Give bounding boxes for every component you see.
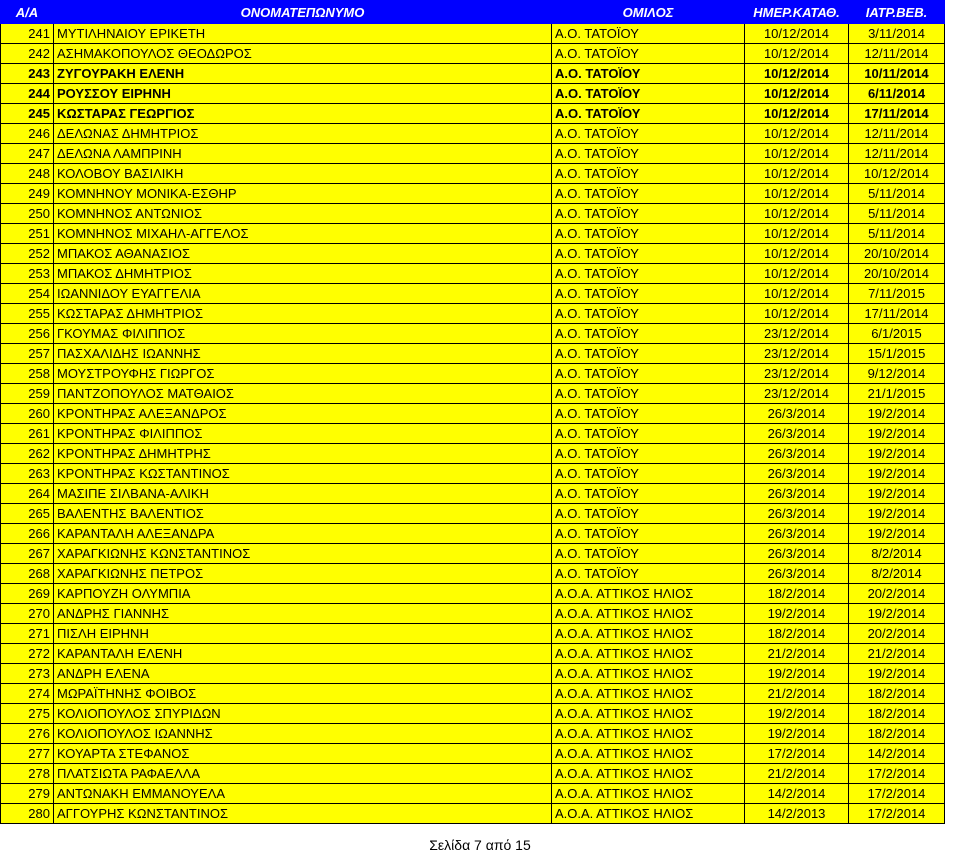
table-row: [1, 504, 945, 524]
club-name: Α.Ο. ΤΑΤΟΪΟΥ: [552, 504, 745, 524]
row-number: 262: [1, 444, 54, 464]
medical-cert-date: 12/11/2014: [849, 124, 945, 144]
club-name: Α.Ο. ΤΑΤΟΪΟΥ: [552, 424, 745, 444]
table-row: [1, 384, 945, 404]
column-header-reg-date: ΗΜΕΡ.ΚΑΤΑΘ.: [745, 1, 849, 24]
registration-date: 26/3/2014: [745, 404, 849, 424]
club-name: Α.Ο.Α. ΑΤΤΙΚΟΣ ΗΛΙΟΣ: [552, 664, 745, 684]
registration-date: 26/3/2014: [745, 424, 849, 444]
row-number: 268: [1, 564, 54, 584]
registration-date: 21/2/2014: [745, 764, 849, 784]
athlete-name: ΚΡΟΝΤΗΡΑΣ ΑΛΕΞΑΝΔΡΟΣ: [54, 404, 552, 424]
registration-date: 21/2/2014: [745, 684, 849, 704]
club-name: Α.Ο. ΤΑΤΟΪΟΥ: [552, 64, 745, 84]
medical-cert-date: 19/2/2014: [849, 404, 945, 424]
registration-date: 10/12/2014: [745, 204, 849, 224]
medical-cert-date: 17/2/2014: [849, 784, 945, 804]
athlete-name: ΚΑΡΑΝΤΑΛΗ ΕΛΕΝΗ: [54, 644, 552, 664]
registration-date: 14/2/2014: [745, 784, 849, 804]
athlete-name: ΙΩΑΝΝΙΔΟΥ ΕΥΑΓΓΕΛΙΑ: [54, 284, 552, 304]
medical-cert-date: 21/2/2014: [849, 644, 945, 664]
header-row: [1, 1, 945, 24]
medical-cert-date: 19/2/2014: [849, 504, 945, 524]
table-row: [1, 144, 945, 164]
table-row: [1, 664, 945, 684]
athlete-name: ΜΠΑΚΟΣ ΔΗΜΗΤΡΙΟΣ: [54, 264, 552, 284]
club-name: Α.Ο. ΤΑΤΟΪΟΥ: [552, 104, 745, 124]
table-row: [1, 244, 945, 264]
table-row: [1, 584, 945, 604]
club-name: Α.Ο. ΤΑΤΟΪΟΥ: [552, 44, 745, 64]
medical-cert-date: 6/11/2014: [849, 84, 945, 104]
table-row: [1, 224, 945, 244]
row-number: 256: [1, 324, 54, 344]
row-number: 276: [1, 724, 54, 744]
table-row: [1, 204, 945, 224]
column-header-aa: Α/Α: [1, 1, 54, 24]
athlete-name: ΑΝΤΩΝΑΚΗ ΕΜΜΑΝΟΥΕΛΑ: [54, 784, 552, 804]
athlete-name: ΔΕΛΩΝΑΣ ΔΗΜΗΤΡΙΟΣ: [54, 124, 552, 144]
athlete-name: ΠΑΣΧΑΛΙΔΗΣ ΙΩΑΝΝΗΣ: [54, 344, 552, 364]
table-row: [1, 704, 945, 724]
medical-cert-date: 21/1/2015: [849, 384, 945, 404]
table-row: [1, 784, 945, 804]
table-row: [1, 24, 945, 44]
registration-date: 23/12/2014: [745, 324, 849, 344]
medical-cert-date: 5/11/2014: [849, 204, 945, 224]
athlete-name: ΚΟΛΙΟΠΟΥΛΟΣ ΣΠΥΡΙΔΩΝ: [54, 704, 552, 724]
registration-date: 10/12/2014: [745, 84, 849, 104]
row-number: 267: [1, 544, 54, 564]
registration-date: 10/12/2014: [745, 304, 849, 324]
registration-date: 23/12/2014: [745, 344, 849, 364]
club-name: Α.Ο. ΤΑΤΟΪΟΥ: [552, 544, 745, 564]
table-row: [1, 744, 945, 764]
table-header: [1, 1, 945, 24]
medical-cert-date: 12/11/2014: [849, 44, 945, 64]
athlete-name: ΚΟΛΙΟΠΟΥΛΟΣ ΙΩΑΝΝΗΣ: [54, 724, 552, 744]
medical-cert-date: 12/11/2014: [849, 144, 945, 164]
row-number: 253: [1, 264, 54, 284]
registration-date: 19/2/2014: [745, 604, 849, 624]
row-number: 270: [1, 604, 54, 624]
club-name: Α.Ο. ΤΑΤΟΪΟΥ: [552, 384, 745, 404]
registration-date: 18/2/2014: [745, 584, 849, 604]
club-name: Α.Ο. ΤΑΤΟΪΟΥ: [552, 224, 745, 244]
registration-date: 10/12/2014: [745, 264, 849, 284]
medical-cert-date: 17/2/2014: [849, 804, 945, 824]
registration-date: 10/12/2014: [745, 144, 849, 164]
row-number: 265: [1, 504, 54, 524]
club-name: Α.Ο. ΤΑΤΟΪΟΥ: [552, 244, 745, 264]
medical-cert-date: 3/11/2014: [849, 24, 945, 44]
row-number: 249: [1, 184, 54, 204]
table-row: [1, 724, 945, 744]
registration-date: 19/2/2014: [745, 664, 849, 684]
page-number: Σελίδα 7 από 15: [429, 837, 531, 853]
club-name: Α.Ο. ΤΑΤΟΪΟΥ: [552, 444, 745, 464]
column-header-club: ΟΜΙΛΟΣ: [552, 1, 745, 24]
table-row: [1, 604, 945, 624]
table-row: [1, 444, 945, 464]
registration-date: 10/12/2014: [745, 224, 849, 244]
medical-cert-date: 14/2/2014: [849, 744, 945, 764]
registration-date: 26/3/2014: [745, 544, 849, 564]
row-number: 255: [1, 304, 54, 324]
registration-date: 17/2/2014: [745, 744, 849, 764]
athlete-name: ΠΙΣΛΗ ΕΙΡΗΝΗ: [54, 624, 552, 644]
medical-cert-date: 17/2/2014: [849, 764, 945, 784]
athlete-name: ΑΓΓΟΥΡΗΣ ΚΩΝΣΤΑΝΤΙΝΟΣ: [54, 804, 552, 824]
club-name: Α.Ο. ΤΑΤΟΪΟΥ: [552, 404, 745, 424]
registration-date: 21/2/2014: [745, 644, 849, 664]
athlete-name: ΚΩΣΤΑΡΑΣ ΓΕΩΡΓΙΟΣ: [54, 104, 552, 124]
athlete-name: ΑΝΔΡΗΣ ΓΙΑΝΝΗΣ: [54, 604, 552, 624]
athlete-name: ΧΑΡΑΓΚΙΩΝΗΣ ΠΕΤΡΟΣ: [54, 564, 552, 584]
row-number: 274: [1, 684, 54, 704]
row-number: 263: [1, 464, 54, 484]
table-row: [1, 424, 945, 444]
athlete-name: ΡΟΥΣΣΟΥ ΕΙΡΗΝΗ: [54, 84, 552, 104]
athlete-name: ΜΑΣΙΠΕ ΣΙΛΒΑΝΑ-ΑΛΙΚΗ: [54, 484, 552, 504]
medical-cert-date: 7/11/2015: [849, 284, 945, 304]
registration-date: 10/12/2014: [745, 184, 849, 204]
row-number: 254: [1, 284, 54, 304]
club-name: Α.Ο. ΤΑΤΟΪΟΥ: [552, 124, 745, 144]
table-row: [1, 124, 945, 144]
athlete-name: ΜΠΑΚΟΣ ΑΘΑΝΑΣΙΟΣ: [54, 244, 552, 264]
club-name: Α.Ο.Α. ΑΤΤΙΚΟΣ ΗΛΙΟΣ: [552, 644, 745, 664]
club-name: Α.Ο.Α. ΑΤΤΙΚΟΣ ΗΛΙΟΣ: [552, 784, 745, 804]
medical-cert-date: 8/2/2014: [849, 564, 945, 584]
athlete-name: ΠΑΝΤΖΟΠΟΥΛΟΣ ΜΑΤΘΑΙΟΣ: [54, 384, 552, 404]
athlete-name: ΚΩΣΤΑΡΑΣ ΔΗΜΗΤΡΙΟΣ: [54, 304, 552, 324]
club-name: Α.Ο. ΤΑΤΟΪΟΥ: [552, 84, 745, 104]
row-number: 266: [1, 524, 54, 544]
club-name: Α.Ο.Α. ΑΤΤΙΚΟΣ ΗΛΙΟΣ: [552, 704, 745, 724]
medical-cert-date: 18/2/2014: [849, 724, 945, 744]
athlete-name: ΚΡΟΝΤΗΡΑΣ ΚΩΣΤΑΝΤΙΝΟΣ: [54, 464, 552, 484]
row-number: 273: [1, 664, 54, 684]
table-row: [1, 404, 945, 424]
athlete-name: ΖΥΓΟΥΡΑΚΗ ΕΛΕΝΗ: [54, 64, 552, 84]
athlete-name: ΚΑΡΑΝΤΑΛΗ ΑΛΕΞΑΝΔΡΑ: [54, 524, 552, 544]
athlete-name: ΓΚΟΥΜΑΣ ΦΙΛΙΠΠΟΣ: [54, 324, 552, 344]
club-name: Α.Ο. ΤΑΤΟΪΟΥ: [552, 144, 745, 164]
club-name: Α.Ο. ΤΑΤΟΪΟΥ: [552, 304, 745, 324]
row-number: 272: [1, 644, 54, 664]
athlete-name: ΚΟΜΝΗΝΟΣ ΜΙΧΑΗΛ-ΑΓΓΕΛΟΣ: [54, 224, 552, 244]
club-name: Α.Ο.Α. ΑΤΤΙΚΟΣ ΗΛΙΟΣ: [552, 724, 745, 744]
athlete-name: ΚΡΟΝΤΗΡΑΣ ΔΗΜΗΤΡΗΣ: [54, 444, 552, 464]
table-row: [1, 264, 945, 284]
registration-date: 23/12/2014: [745, 364, 849, 384]
registration-date: 26/3/2014: [745, 504, 849, 524]
club-name: Α.Ο. ΤΑΤΟΪΟΥ: [552, 484, 745, 504]
row-number: 242: [1, 44, 54, 64]
medical-cert-date: 9/12/2014: [849, 364, 945, 384]
medical-cert-date: 20/10/2014: [849, 244, 945, 264]
row-number: 251: [1, 224, 54, 244]
registration-date: 26/3/2014: [745, 464, 849, 484]
row-number: 245: [1, 104, 54, 124]
registration-date: 10/12/2014: [745, 244, 849, 264]
row-number: 247: [1, 144, 54, 164]
row-number: 269: [1, 584, 54, 604]
table-row: [1, 624, 945, 644]
medical-cert-date: 19/2/2014: [849, 524, 945, 544]
medical-cert-date: 6/1/2015: [849, 324, 945, 344]
table-row: [1, 464, 945, 484]
club-name: Α.Ο. ΤΑΤΟΪΟΥ: [552, 524, 745, 544]
athlete-name: ΜΩΡΑΪΤΗΝΗΣ ΦΟΙΒΟΣ: [54, 684, 552, 704]
registration-date: 26/3/2014: [745, 564, 849, 584]
athlete-name: ΜΥΤΙΛΗΝΑΙΟΥ ΕΡΙΚΕΤΗ: [54, 24, 552, 44]
row-number: 264: [1, 484, 54, 504]
medical-cert-date: 20/2/2014: [849, 624, 945, 644]
table-row: [1, 764, 945, 784]
row-number: 246: [1, 124, 54, 144]
club-name: Α.Ο.Α. ΑΤΤΙΚΟΣ ΗΛΙΟΣ: [552, 584, 745, 604]
medical-cert-date: 17/11/2014: [849, 304, 945, 324]
row-number: 241: [1, 24, 54, 44]
medical-cert-date: 18/2/2014: [849, 704, 945, 724]
club-name: Α.Ο.Α. ΑΤΤΙΚΟΣ ΗΛΙΟΣ: [552, 624, 745, 644]
table-row: [1, 284, 945, 304]
table-body: [1, 24, 945, 824]
registration-date: 14/2/2013: [745, 804, 849, 824]
registration-date: 18/2/2014: [745, 624, 849, 644]
medical-cert-date: 5/11/2014: [849, 184, 945, 204]
club-name: Α.Ο. ΤΑΤΟΪΟΥ: [552, 184, 745, 204]
athlete-name: ΚΑΡΠΟΥΖΗ ΟΛΥΜΠΙΑ: [54, 584, 552, 604]
registration-date: 19/2/2014: [745, 704, 849, 724]
row-number: 258: [1, 364, 54, 384]
table-row: [1, 364, 945, 384]
table-row: [1, 684, 945, 704]
club-name: Α.Ο. ΤΑΤΟΪΟΥ: [552, 24, 745, 44]
club-name: Α.Ο. ΤΑΤΟΪΟΥ: [552, 164, 745, 184]
row-number: 250: [1, 204, 54, 224]
row-number: 277: [1, 744, 54, 764]
table-row: [1, 804, 945, 824]
table-row: [1, 344, 945, 364]
medical-cert-date: 19/2/2014: [849, 464, 945, 484]
row-number: 248: [1, 164, 54, 184]
club-name: Α.Ο.Α. ΑΤΤΙΚΟΣ ΗΛΙΟΣ: [552, 764, 745, 784]
registration-date: 10/12/2014: [745, 44, 849, 64]
club-name: Α.Ο. ΤΑΤΟΪΟΥ: [552, 324, 745, 344]
table-row: [1, 484, 945, 504]
athlete-name: ΚΟΜΝΗΝΟΥ ΜΟΝΙΚΑ-ΕΣΘΗΡ: [54, 184, 552, 204]
row-number: 271: [1, 624, 54, 644]
medical-cert-date: 19/2/2014: [849, 444, 945, 464]
athlete-name: ΔΕΛΩΝΑ ΛΑΜΠΡΙΝΗ: [54, 144, 552, 164]
medical-cert-date: 8/2/2014: [849, 544, 945, 564]
table-row: [1, 644, 945, 664]
medical-cert-date: 17/11/2014: [849, 104, 945, 124]
table-row: [1, 184, 945, 204]
club-name: Α.Ο. ΤΑΤΟΪΟΥ: [552, 464, 745, 484]
medical-cert-date: 19/2/2014: [849, 424, 945, 444]
athlete-name: ΑΝΔΡΗ ΕΛΕΝΑ: [54, 664, 552, 684]
row-number: 244: [1, 84, 54, 104]
table-row: [1, 44, 945, 64]
registration-date: 26/3/2014: [745, 444, 849, 464]
registration-date: 10/12/2014: [745, 124, 849, 144]
medical-cert-date: 20/2/2014: [849, 584, 945, 604]
medical-cert-date: 19/2/2014: [849, 604, 945, 624]
athlete-name: ΒΑΛΕΝΤΗΣ ΒΑΛΕΝΤΙΟΣ: [54, 504, 552, 524]
athlete-name: ΧΑΡΑΓΚΙΩΝΗΣ ΚΩΝΣΤΑΝΤΙΝΟΣ: [54, 544, 552, 564]
table-row: [1, 304, 945, 324]
club-name: Α.Ο. ΤΑΤΟΪΟΥ: [552, 564, 745, 584]
medical-cert-date: 10/11/2014: [849, 64, 945, 84]
column-header-name: ΟΝΟΜΑΤΕΠΩΝΥΜΟ: [54, 1, 552, 24]
club-name: Α.Ο.Α. ΑΤΤΙΚΟΣ ΗΛΙΟΣ: [552, 684, 745, 704]
row-number: 261: [1, 424, 54, 444]
table-row: [1, 544, 945, 564]
table-row: [1, 524, 945, 544]
club-name: Α.Ο. ΤΑΤΟΪΟΥ: [552, 204, 745, 224]
medical-cert-date: 10/12/2014: [849, 164, 945, 184]
table-row: [1, 564, 945, 584]
row-number: 260: [1, 404, 54, 424]
athlete-name: ΜΟΥΣΤΡΟΥΦΗΣ ΓΙΩΡΓΟΣ: [54, 364, 552, 384]
row-number: 280: [1, 804, 54, 824]
registration-date: 10/12/2014: [745, 104, 849, 124]
registration-date: 10/12/2014: [745, 24, 849, 44]
registration-date: 10/12/2014: [745, 64, 849, 84]
row-number: 279: [1, 784, 54, 804]
registration-date: 10/12/2014: [745, 164, 849, 184]
club-name: Α.Ο.Α. ΑΤΤΙΚΟΣ ΗΛΙΟΣ: [552, 744, 745, 764]
athlete-name: ΚΟΜΝΗΝΟΣ ΑΝΤΩΝΙΟΣ: [54, 204, 552, 224]
row-number: 259: [1, 384, 54, 404]
registration-date: 26/3/2014: [745, 484, 849, 504]
athlete-name: ΠΛΑΤΣΙΩΤΑ ΡΑΦΑΕΛΛΑ: [54, 764, 552, 784]
medical-cert-date: 18/2/2014: [849, 684, 945, 704]
table-row: [1, 104, 945, 124]
column-header-med-cert: ΙΑΤΡ.ΒΕΒ.: [849, 1, 945, 24]
club-name: Α.Ο. ΤΑΤΟΪΟΥ: [552, 264, 745, 284]
registration-date: 23/12/2014: [745, 384, 849, 404]
row-number: 275: [1, 704, 54, 724]
table-row: [1, 324, 945, 344]
medical-cert-date: 19/2/2014: [849, 664, 945, 684]
medical-cert-date: 20/10/2014: [849, 264, 945, 284]
medical-cert-date: 15/1/2015: [849, 344, 945, 364]
row-number: 257: [1, 344, 54, 364]
table-row: [1, 84, 945, 104]
athlete-name: ΚΟΛΟΒΟΥ ΒΑΣΙΛΙΚΗ: [54, 164, 552, 184]
row-number: 278: [1, 764, 54, 784]
athlete-name: ΑΣΗΜΑΚΟΠΟΥΛΟΣ ΘΕΟΔΩΡΟΣ: [54, 44, 552, 64]
club-name: Α.Ο. ΤΑΤΟΪΟΥ: [552, 364, 745, 384]
club-name: Α.Ο. ΤΑΤΟΪΟΥ: [552, 284, 745, 304]
registration-date: 19/2/2014: [745, 724, 849, 744]
club-name: Α.Ο.Α. ΑΤΤΙΚΟΣ ΗΛΙΟΣ: [552, 604, 745, 624]
athlete-name: ΚΟΥΑΡΤΑ ΣΤΕΦΑΝΟΣ: [54, 744, 552, 764]
table-row: [1, 164, 945, 184]
club-name: Α.Ο.Α. ΑΤΤΙΚΟΣ ΗΛΙΟΣ: [552, 804, 745, 824]
athlete-name: ΚΡΟΝΤΗΡΑΣ ΦΙΛΙΠΠΟΣ: [54, 424, 552, 444]
medical-cert-date: 19/2/2014: [849, 484, 945, 504]
medical-cert-date: 5/11/2014: [849, 224, 945, 244]
row-number: 243: [1, 64, 54, 84]
row-number: 252: [1, 244, 54, 264]
registration-date: 26/3/2014: [745, 524, 849, 544]
table-row: [1, 64, 945, 84]
registration-date: 10/12/2014: [745, 284, 849, 304]
club-name: Α.Ο. ΤΑΤΟΪΟΥ: [552, 344, 745, 364]
